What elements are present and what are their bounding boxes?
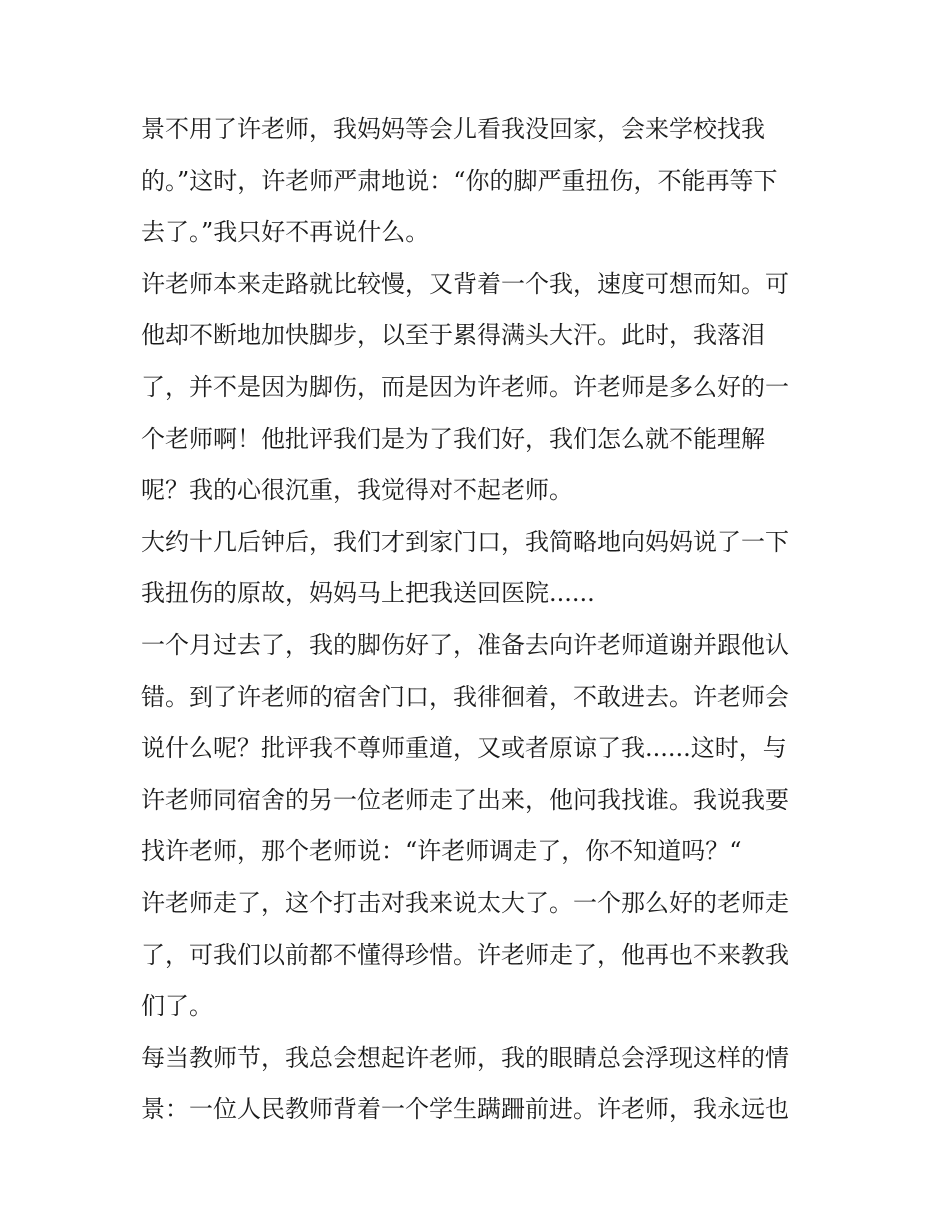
text-line: 景：一位人民教师背着一个学生蹒跚前进。许老师，我永远也 bbox=[141, 1095, 789, 1124]
text-line: 错。到了许老师的宿舍门口，我徘徊着，不敢进去。许老师会 bbox=[141, 682, 789, 711]
text-line: 们了。 bbox=[141, 992, 213, 1021]
text-line: 许老师同宿舍的另一位老师走了出来，他问我找谁。我说我要 bbox=[141, 785, 789, 814]
text-line: 找许老师，那个老师说：“许老师调走了，你不知道吗？“ bbox=[141, 837, 742, 866]
text-line: 他却不断地加快脚步，以至于累得满头大汗。此时，我落泪 bbox=[141, 321, 765, 350]
essay-body bbox=[141, 104, 816, 1136]
text-line: 呢？我的心很沉重，我觉得对不起老师。 bbox=[141, 476, 573, 505]
text-line: 了，可我们以前都不懂得珍惜。许老师走了，他再也不来教我 bbox=[141, 940, 789, 969]
text-line: 了，并不是因为脚伤，而是因为许老师。许老师是多么好的一 bbox=[141, 372, 789, 401]
text-line: 每当教师节，我总会想起许老师，我的眼睛总会浮现这样的情 bbox=[141, 1043, 789, 1072]
text-line: 景不用了许老师，我妈妈等会儿看我没回家，会来学校找我 bbox=[141, 115, 765, 143]
text-line: 去了。”我只好不再说什么。 bbox=[141, 218, 430, 247]
text-line: 说什么呢？批评我不尊师重道，又或者原谅了我......这时，与 bbox=[141, 734, 787, 763]
text-line: 的。”这时，许老师严肃地说：“你的脚严重扭伤，不能再等下 bbox=[141, 166, 778, 195]
text-line: 许老师本来走路就比较慢，又背着一个我，速度可想而知。可 bbox=[141, 269, 789, 298]
text-line: 我扭伤的原故，妈妈马上把我送回医院...... bbox=[141, 579, 595, 608]
text-line: 个老师啊！他批评我们是为了我们好，我们怎么就不能理解 bbox=[141, 424, 765, 453]
text-line: 大约十几后钟后，我们才到家门口，我简略地向妈妈说了一下 bbox=[141, 527, 789, 556]
text-line: 许老师走了，这个打击对我来说太大了。一个那么好的老师走 bbox=[141, 888, 789, 917]
text-line: 一个月过去了，我的脚伤好了，准备去向许老师道谢并跟他认 bbox=[141, 630, 789, 659]
